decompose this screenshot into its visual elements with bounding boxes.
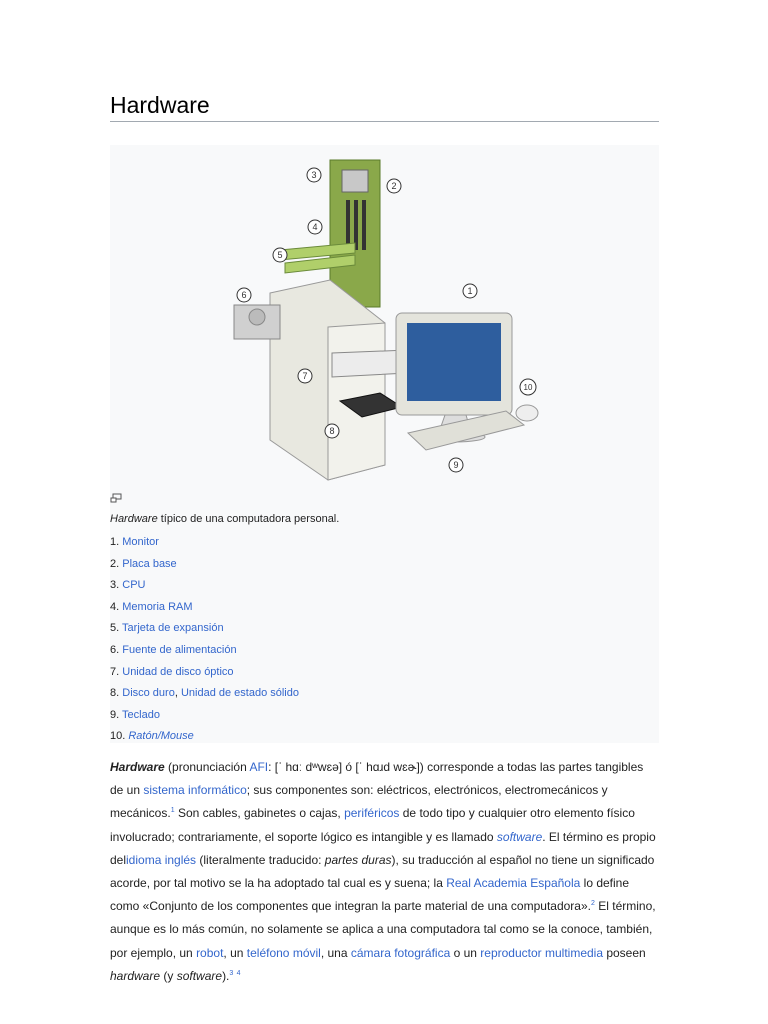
callout-10: 10 (523, 383, 533, 392)
list-item: 4. Memoria RAM (110, 600, 193, 613)
mouse-shape (516, 405, 538, 421)
list-item: 2. Placa base (110, 557, 177, 570)
article-paragraph: Hardware (pronunciación AFI: [ˈ hɑː dʷwɛə] ó [ˈ hɑɹd wɛɚ]) corresponde a todas las partes tangibles de un sistema informático; sus componentes son: eléctricos, electrónicos, electromecánicos y mecánicos.$^1$ Son cables, gabinetes o cajas, periféricos de todo tipo y cualquier otro elemento físico involucrado; contrariamente, el soporte lógico es intangible y es llamado software. El término es propio delidioma inglés (literalmente traducido: partes duras), su traducción al español no tiene un significado acorde, por tal motivo se la ha adoptado tal cual es y suena; la Real Academia Española lo define como «Conjunto de los componentes que integran la parte material de una computadora».$^2$ El término, aunque es lo más común, no solamente se aplica a una computadora tal como se la conoce, también, por ejemplo, un robot, un teléfono móvil, una cámara fotográfica o un reproductor multimedia poseen hardware (y software).$^3$ $^4$ (110, 760, 656, 983)
callout-2: 2 (391, 181, 397, 191)
callout-5: 5 (277, 250, 283, 260)
link-unidad-estado-solido[interactable]: Unidad de estado sólido (180, 687, 299, 700)
list-item: 10. Ratón/Mouse (110, 730, 194, 743)
link-unidad-disco-optico[interactable]: Unidad de disco óptico (122, 665, 234, 678)
caption-term: Hardware (110, 513, 158, 525)
component-list (110, 535, 299, 751)
link-memoria-ram[interactable]: Memoria RAM (122, 600, 193, 613)
callout-7: 7 (302, 371, 308, 381)
link-camara-fotografica[interactable]: cámara fotográfica (350, 945, 451, 960)
ram-slot-2 (354, 200, 358, 250)
list-item: 5. Tarjeta de expansión (110, 622, 224, 635)
list-item: 3. CPU (110, 579, 146, 592)
list-item: 8. Disco duro, Unidad de estado sólido (110, 687, 299, 700)
list-item: 7. Unidad de disco óptico (110, 665, 234, 678)
link-telefono-movil[interactable]: teléfono móvil (246, 945, 321, 960)
cpu-shape (342, 170, 368, 192)
reference-3[interactable]: 3 (229, 969, 234, 977)
link-robot[interactable]: robot (196, 945, 224, 960)
callout-8: 8 (329, 426, 335, 436)
hardware-diagram[interactable] (110, 145, 659, 485)
link-reproductor-multimedia[interactable]: reproductor multimedia (480, 945, 603, 960)
link-perifericos[interactable]: periféricos (344, 806, 400, 821)
link-sistema-informatico[interactable]: sistema informático (143, 783, 247, 798)
ram-slot-3 (362, 200, 366, 250)
reference-2[interactable]: 2 (590, 900, 595, 908)
link-software[interactable]: software (496, 829, 543, 844)
link-raton-mouse[interactable]: Ratón/Mouse (128, 730, 194, 743)
link-real-academia[interactable]: Real Academia Española (446, 876, 581, 891)
list-item: 9. Teclado (110, 708, 160, 721)
link-placa-base[interactable]: Placa base (122, 557, 177, 570)
figure-caption (110, 513, 339, 525)
callout-6: 6 (241, 290, 247, 300)
ram-slot-1 (346, 200, 350, 250)
callout-4: 4 (312, 222, 318, 232)
figure-box (110, 145, 659, 743)
caption-text: típico de una computadora personal. (157, 513, 340, 525)
monitor-screen (407, 323, 501, 401)
list-item: 6. Fuente de alimentación (110, 643, 237, 656)
term-hardware: Hardware (110, 760, 165, 774)
link-teclado[interactable]: Teclado (122, 708, 160, 721)
reference-4[interactable]: 4 (236, 969, 241, 977)
link-idioma-ingles[interactable]: idioma inglés (126, 852, 197, 867)
callout-3: 3 (311, 170, 317, 180)
link-monitor[interactable]: Monitor (122, 536, 159, 548)
list-item: 1. Monitor (110, 536, 159, 548)
link-fuente-alimentacion[interactable]: Fuente de alimentación (122, 643, 237, 656)
reference-1[interactable]: 1 (170, 807, 175, 815)
link-disco-duro[interactable]: Disco duro (122, 687, 175, 700)
link-afi[interactable]: AFI (249, 760, 269, 774)
link-tarjeta-expansion[interactable]: Tarjeta de expansión (122, 622, 224, 635)
callout-9: 9 (453, 460, 459, 470)
link-cpu[interactable]: CPU (122, 579, 146, 592)
callout-1: 1 (467, 286, 473, 296)
title-divider (110, 121, 659, 122)
page-title: Hardware (110, 92, 210, 118)
